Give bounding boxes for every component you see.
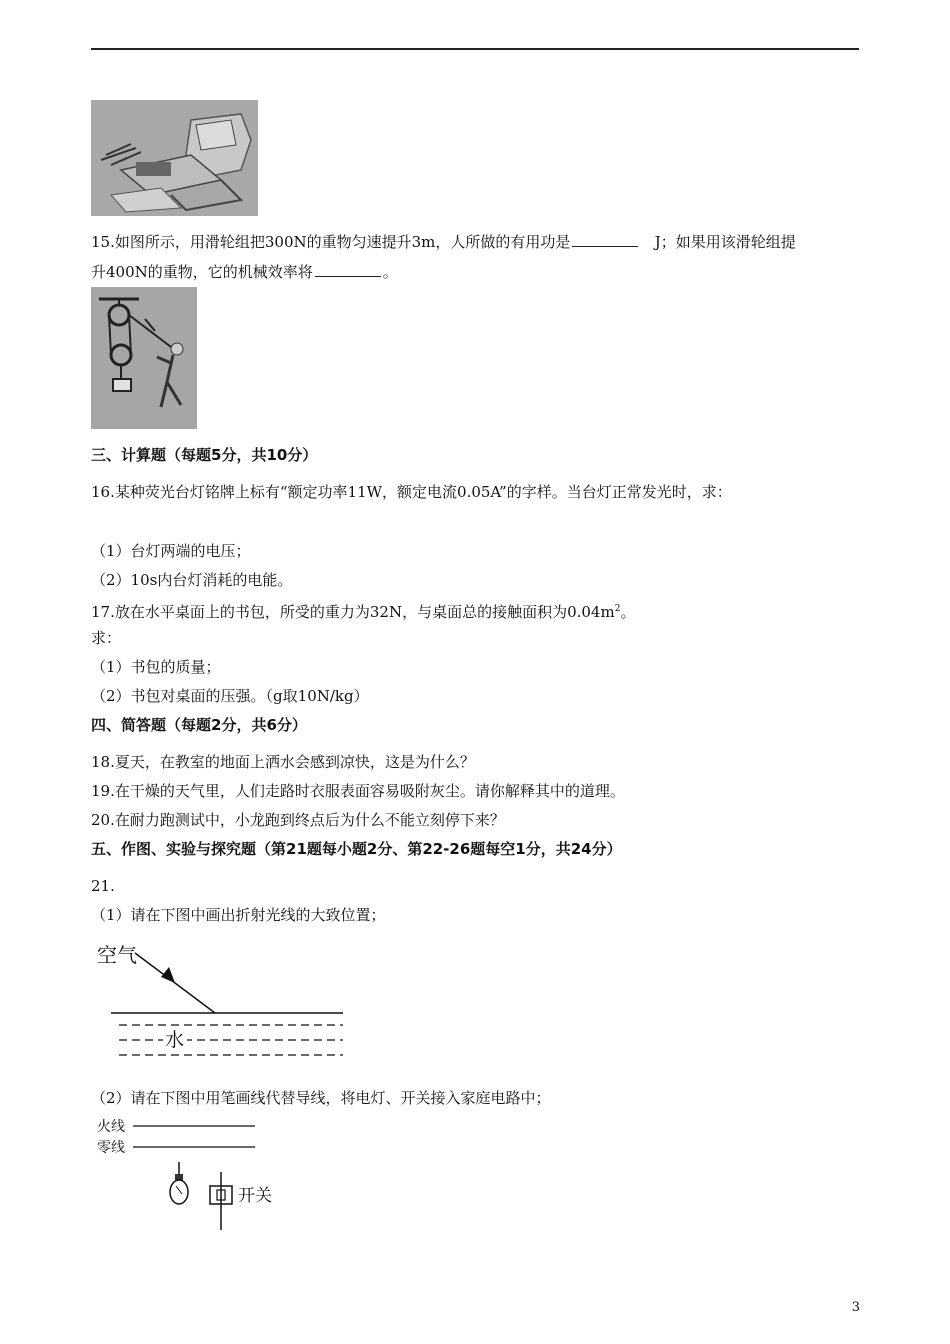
water-label: 水: [165, 1029, 185, 1051]
q21-part2: （2）请在下图中用笔画线代替导线，将电灯、开关接入家庭电路中；: [91, 1089, 551, 1107]
switch-icon: [210, 1172, 232, 1230]
section-5-title: 五、作图、实验与探究题（第21题每小题2分、第22-26题每空1分，共24分）: [91, 840, 622, 858]
switch-label: 开关: [238, 1186, 272, 1206]
q16-part1: （1）台灯两端的电压；: [91, 542, 251, 560]
q19: 19.在干燥的天气里，人们走路时衣服表面容易吸附灰尘。请你解释其中的道理。: [91, 782, 625, 800]
q18: 18.夏天，在教室的地面上洒水会感到凉快，这是为什么？: [91, 753, 475, 771]
lamp-icon: [170, 1162, 188, 1204]
answer-blank[interactable]: [315, 262, 381, 277]
q16-stem: 16.某种荧光台灯铭牌上标有“额定功率11W，额定电流0.05A”的字样。当台灯正常发光时，求：: [91, 483, 732, 501]
q16-part2: （2）10s内台灯消耗的电能。: [91, 571, 293, 589]
ray-arrow: [161, 967, 175, 983]
q17-ask: 求：: [91, 629, 122, 647]
answer-blank[interactable]: [572, 232, 638, 247]
live-wire-label: 火线: [97, 1119, 125, 1135]
section-4-title: 四、简答题（每题2分，共6分）: [91, 716, 307, 734]
machine-photo: [91, 100, 258, 216]
q17-stem: 17.放在水平桌面上的书包，所受的重力为32N，与桌面总的接触面积为$0.04m^2$。: [91, 603, 636, 621]
q15-line2: 升400N的重物，它的机械效率将 。: [91, 263, 398, 281]
section-3-title: 三、计算题（每题5分，共10分）: [91, 446, 318, 464]
q21-number: 21.: [91, 877, 115, 895]
q21-part1: （1）请在下图中画出折射光线的大致位置；: [91, 906, 386, 924]
header-rule: [91, 48, 859, 50]
q15-line1: 15.如图所示，用滑轮组把300N的重物匀速提升3m，人所做的有用功是 J；如果用该滑轮组提: [91, 233, 796, 251]
q20: 20.在耐力跑测试中，小龙跑到终点后为什么不能立刻停下来？: [91, 811, 505, 829]
neutral-wire-label: 零线: [97, 1140, 125, 1156]
q17-part1: （1）书包的质量；: [91, 658, 221, 676]
refraction-figure: [91, 935, 351, 1065]
page-number: 3: [851, 1300, 860, 1315]
air-label: 空气: [97, 943, 137, 967]
pulley-photo: [91, 287, 197, 429]
q17-part2: （2）书包对桌面的压强。（g取10N/kg）: [91, 687, 369, 705]
circuit-figure: [91, 1112, 291, 1237]
